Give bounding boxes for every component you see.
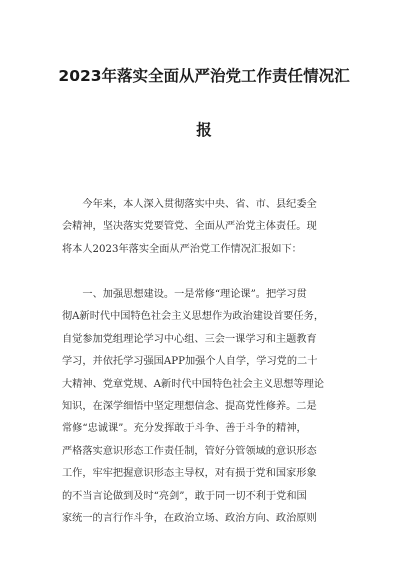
paragraph-line: 严格落实意识形态工作责任制，管好分管领域的意识形态 [62, 445, 317, 457]
paragraph-line: 今年来，本人深入贯彻落实中央、省、市、县纪委全 [82, 199, 317, 210]
paragraph-line: 将本人2023年落实全面从严治党工作情况汇报如下： [62, 243, 302, 255]
paragraph-line: 家统一的言行作斗争，在政治立场、政治方向、政治原则 [62, 513, 317, 525]
paragraph-line: 常修“忠诚课”。充分发挥敢于斗争、善于斗争的精神， [62, 423, 307, 435]
paragraph-line: 会精神，坚决落实党要管党、全面从严治党主体责任。现 [62, 221, 317, 233]
paragraph-line: 大精神、党章党规、A新时代中国特色社会主义思想等理论 [62, 378, 325, 390]
document-title-line-2: 报 [196, 121, 212, 139]
paragraph-line: 的不当言论做到及时“亮剑”，敢于同一切不利于党和国 [62, 490, 307, 502]
paragraph-line: 工作，牢牢把握意识形态主导权，对有损于党和国家形象 [62, 468, 317, 480]
paragraph-line: 学习，并依托学习强国APP加强个人自学，学习党的二十 [62, 356, 318, 368]
intro-paragraph [62, 194, 348, 261]
document-title-line-1: 2023年落实全面从严治党工作责任情况汇 [58, 67, 350, 85]
paragraph-line: 知识，在深学细悟中坚定理想信念、提高党性修养。二是 [62, 401, 317, 413]
paragraph-line: 一、加强思想建设。一是常修“理论课”。把学习贯 [82, 289, 307, 300]
paragraph-line: 彻A新时代中国特色社会主义思想作为政治建设首要任务， [62, 311, 325, 323]
section-one-paragraph [62, 284, 348, 530]
paragraph-line: 自觉参加党组理论学习中心组、三会一课学习和主题教育 [62, 333, 317, 345]
